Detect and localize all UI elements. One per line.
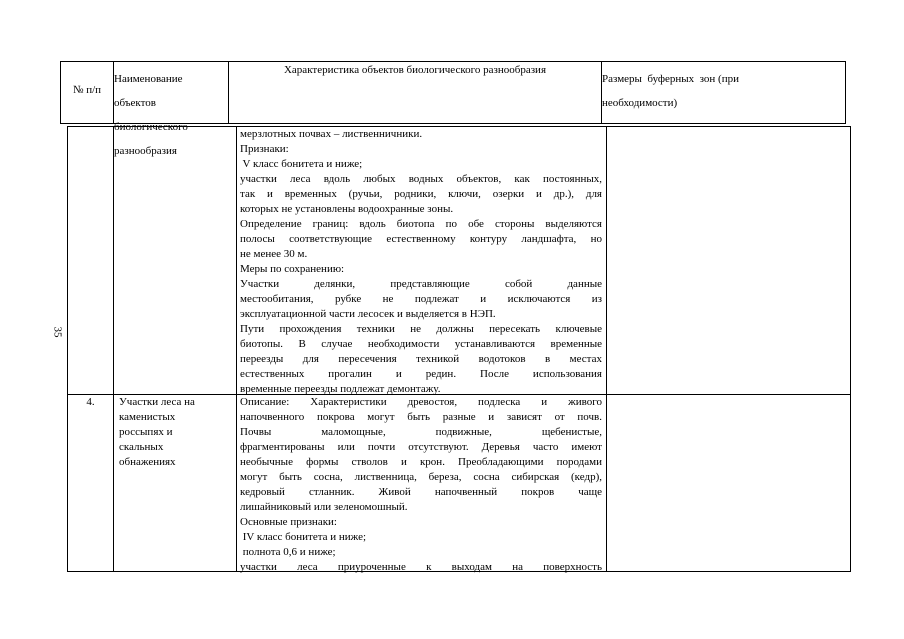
page-number: 35	[51, 326, 64, 338]
continued-text-line: V класс бонитета и ниже;	[240, 158, 363, 170]
continued-text-line: биотопы. В случае необходимости устанавливаются временные	[240, 338, 602, 350]
continued-text-line: временные переезды подлежат демонтажу.	[240, 383, 441, 395]
row-4-text-line: фрагментированы или почти отсутствуют. Деревья часто имеют	[240, 441, 602, 453]
header-col-characteristics: Характеристика объектов биологического разнообразия	[229, 62, 602, 123]
col-divider	[606, 127, 607, 571]
row-4-number: 4.	[86, 396, 95, 408]
continued-text-line: участки леса вдоль любых водных объектов, как постоянных,	[240, 173, 602, 185]
col-divider	[113, 127, 114, 571]
header-col-buffer-zones	[602, 62, 847, 123]
row-4-text-line: напочвенного покрова могут быть разные и зависят от почв.	[240, 411, 602, 423]
header-name-line: Наименование	[114, 73, 183, 85]
header-col-name	[114, 62, 229, 157]
row-4-text-line: участки леса приуроченные к выходам на поверхность	[240, 561, 602, 573]
row-continued-characteristics	[240, 127, 602, 397]
header-name-line: объектов	[114, 97, 156, 109]
continued-text-line: эксплуатационной части лесосек и выделяется в НЭП.	[240, 308, 496, 320]
row-4-text-line: Почвы маломощные, подвижные, щебенистые,	[240, 426, 602, 438]
row-4-text-line: кедровый стланник. Живой напочвенный покров чаще	[240, 486, 602, 498]
row-4-text-line: могут быть сосна, лиственница, береза, сосна сибирская (кедр),	[240, 471, 602, 483]
row-4-name-line: обнажениях	[119, 456, 176, 468]
row-4-characteristics	[240, 395, 602, 575]
continued-text-line: Определение границ: вдоль биотопа по обе стороны выделяются	[240, 218, 602, 230]
continued-text-line: Признаки:	[240, 143, 289, 155]
continued-text-line: которых не установлены водоохранные зоны.	[240, 203, 454, 215]
continued-text-line: так и временных (ручьи, родники, ключи, озерки и др.), для	[240, 188, 602, 200]
header-name-line: биологического	[114, 121, 188, 133]
row-4-name	[119, 395, 234, 470]
row-4-name-line: скальных	[119, 441, 164, 453]
row-4-text-line: лишайниковый или зеленомошный.	[240, 501, 408, 513]
continued-text-line: Меры по сохранению:	[240, 263, 345, 275]
row-4-name-line: Участки леса на	[119, 396, 195, 408]
row-4-name-line: каменистых	[119, 411, 176, 423]
row-4-text-line: необычные формы стволов и крон. Преобладающими породами	[240, 456, 602, 468]
continued-text-line: естественных прогалин и редин. После использования	[240, 368, 602, 380]
continued-text-line: переезды для пересечения техникой водотоков в местах	[240, 353, 602, 365]
continued-text-line: не менее 30 м.	[240, 248, 308, 260]
header-buffer-line: Размеры буферных зон (при	[602, 73, 739, 85]
row-4-text-line: Основные признаки:	[240, 516, 337, 528]
row-4-text-line: полнота 0,6 и ниже;	[240, 546, 336, 558]
continued-text-line: местообитания, рубке не подлежат и исключаются из	[240, 293, 602, 305]
header-buffer-line: необходимости)	[602, 97, 678, 109]
continued-text-line: Участки делянки, представляющие собой данные	[240, 278, 602, 290]
continued-text-line: мерзлотных почвах – лиственничники.	[240, 128, 423, 140]
continued-text-line: полосы соответствующие естественному контуру ландшафта, но	[240, 233, 602, 245]
header-col-number: № п/п	[61, 62, 114, 123]
row-4-text-line: IV класс бонитета и ниже;	[240, 531, 367, 543]
continued-text-line: Пути прохождения техники не должны пересекать ключевые	[240, 323, 602, 335]
table-body	[67, 126, 851, 572]
row-4-text-line: Описание: Характеристики древостоя, подлеска и живого	[240, 396, 602, 408]
col-divider	[236, 127, 237, 571]
row-4-name-line: россыпях и	[119, 426, 173, 438]
header-name-line: разнообразия	[114, 145, 177, 157]
